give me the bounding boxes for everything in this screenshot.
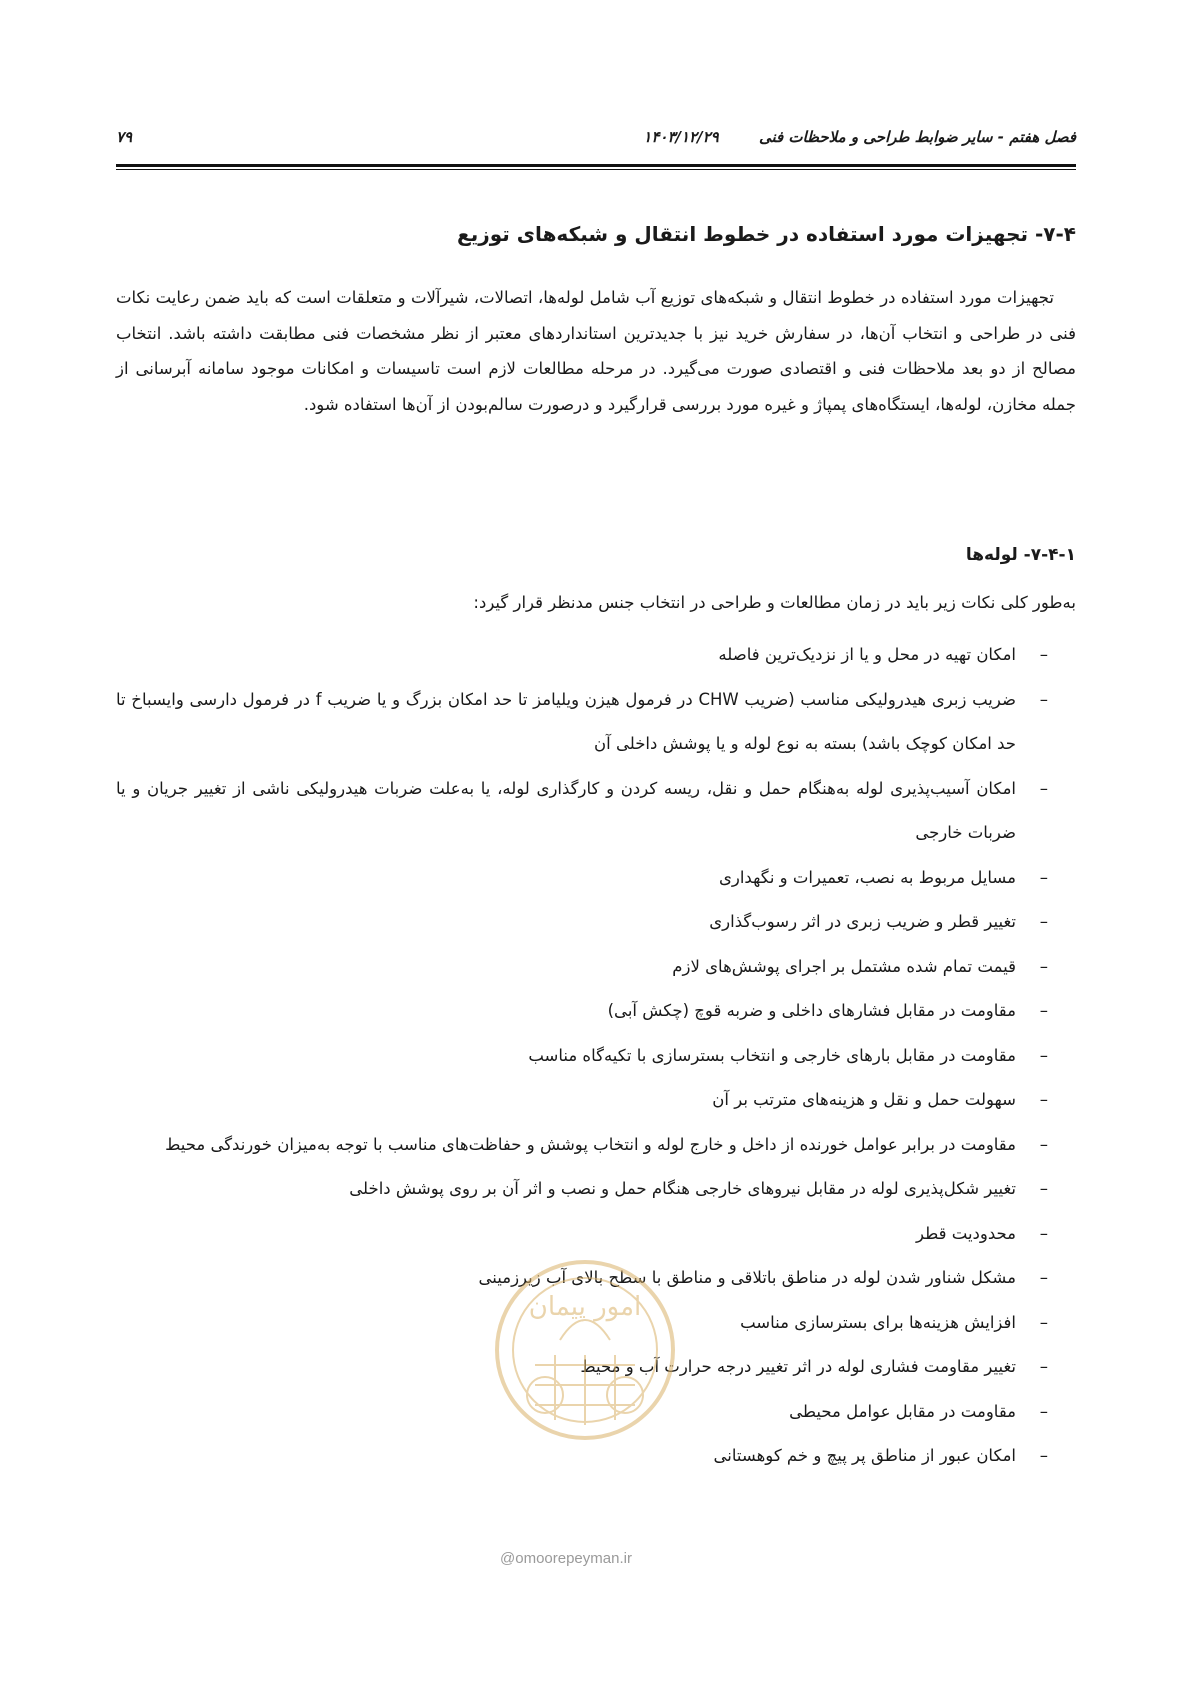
list-item-text: مقاومت در برابر عوامل خورنده از داخل و خارج لوله و انتخاب پوشش و حفاظت‌های مناسب با توجه به‌میزان خورندگی محیط (165, 1134, 1016, 1154)
list-item-text: امکان تهیه در محل و یا از نزدیک‌ترین فاصله (718, 645, 1016, 664)
dash-marker: – (1039, 1401, 1048, 1421)
list-item (116, 1034, 1076, 1079)
watermark-logo (490, 1245, 680, 1460)
list-item-text: مسایل مربوط به نصب، تعمیرات و نگهداری (718, 867, 1016, 887)
list-item (116, 1078, 1076, 1123)
list-item-text: مقاومت در مقابل فشارهای داخلی و ضربه قوچ (چکش آبی) (607, 1001, 1016, 1020)
list-item (116, 678, 1076, 767)
subsection-intro: به‌طور کلی نکات زیر باید در زمان مطالعات و طراحی در انتخاب جنس مدنظر قرار گیرد: (473, 593, 1076, 612)
dash-marker: – (1039, 1090, 1048, 1109)
dash-marker: – (1039, 1001, 1048, 1020)
list-item (116, 1167, 1076, 1212)
header-date: ۱۴۰۳/۱۲/۲۹ (643, 128, 719, 146)
watermark-logo-text: امور پیمان (528, 1292, 642, 1322)
header-rule (116, 164, 1076, 170)
page-number: ۷۹ (116, 128, 133, 146)
dash-marker: – (1039, 689, 1048, 709)
dash-marker: – (1039, 1357, 1048, 1376)
section-paragraph: تجهیزات مورد استفاده در خطوط انتقال و شبکه‌های توزیع آب شامل لوله‌ها، اتصالات، شیرآلات و متعلقات است که باید ضمن رعایت نکات فنی در طراحی و انتخاب آن‌ها، در سفارش خرید نیز با جدیدترین استانداردهای معتبر از نظر مشخصات فنی مطابقت داشته باشد. انتخاب مصالح از دو بعد ملاحظات فنی و اقتصادی صورت می‌گیرد. در مرحله مطالعات لازم است تاسیسات و امکانات موجود سامانه آبرسانی از جمله مخازن، لوله‌ها، ایستگاه‌های پمپاژ و غیره مورد بررسی قرارگیرد و درصورت سالم‌بودن از آن‌ها استفاده شود. (116, 288, 1076, 414)
list-item-text: امکان عبور از مناطق پر پیچ و خم کوهستانی (713, 1446, 1016, 1465)
list-item-text: قیمت تمام شده مشتمل بر اجرای پوشش‌های لازم (672, 956, 1016, 976)
dash-marker: – (1039, 778, 1048, 798)
list-item-text: تغییر قطر و ضریب زبری در اثر رسوب‌گذاری (709, 912, 1016, 931)
list-item-text: مقاومت در مقابل بارهای خارجی و انتخاب بسترسازی با تکیه‌گاه مناسب (528, 1045, 1016, 1065)
dash-marker: – (1039, 1134, 1048, 1154)
list-item-text: مقاومت در مقابل عوامل محیطی (789, 1401, 1016, 1421)
list-item-text: ضریب زبری هیدرولیکی مناسب (ضریب CHW در فرمول هیزن ویلیامز تا حد امکان بزرگ و یا ضریب f در فرمول دارسی وایسباخ تا حد امکان کوچک باشد) بسته به نوع لوله و یا پوشش داخلی آن (116, 689, 1017, 753)
list-item-text: تغییر شکل‌پذیری لوله در مقابل نیروهای خارجی هنگام حمل و نصب و اثر آن بر روی پوشش داخلی (349, 1179, 1016, 1198)
list-item (116, 945, 1076, 990)
dash-marker: – (1039, 1268, 1048, 1287)
list-item-text: سهولت حمل و نقل و هزینه‌های مترتب بر آن (712, 1090, 1016, 1109)
dash-marker: – (1039, 1446, 1048, 1465)
dash-marker: – (1039, 956, 1048, 976)
section-heading: ۷-۴- تجهیزات مورد استفاده در خطوط انتقال و شبکه‌های توزیع (457, 222, 1076, 246)
dash-marker: – (1039, 912, 1048, 931)
list-item (116, 900, 1076, 945)
list-item (116, 633, 1076, 678)
list-item (116, 989, 1076, 1034)
list-item-text: افزایش هزینه‌ها برای بسترسازی مناسب (740, 1312, 1016, 1332)
dash-marker: – (1039, 867, 1048, 887)
subsection-heading: ۷-۴-۱- لوله‌ها (965, 545, 1076, 565)
dash-marker: – (1039, 645, 1048, 664)
chapter-title: فصل هفتم - سایر ضوابط طراحی و ملاحظات فنی (758, 128, 1076, 146)
list-item-text: امکان آسیب‌پذیری لوله به‌هنگام حمل و نقل، ریسه کردن و کارگذاری لوله، یا به‌علت ضربات هیدرولیکی ناشی از تغییر جریان و یا ضربات خارجی (116, 778, 1016, 842)
dash-marker: – (1039, 1223, 1048, 1243)
watermark-site: @omoorepeyman.ir (500, 1550, 632, 1567)
list-item (116, 1123, 1076, 1168)
list-item (116, 767, 1076, 856)
dash-marker: – (1039, 1045, 1048, 1065)
list-item (116, 856, 1076, 901)
list-item-text: محدودیت قطر (915, 1223, 1016, 1243)
list-item-text: مشکل شناور شدن لوله در مناطق باتلاقی و مناطق با سطح بالای آب زیرزمینی (478, 1268, 1016, 1287)
list-item-text: تغییر مقاومت فشاری لوله در اثر تغییر درجه حرارت آب و محیط (580, 1357, 1016, 1376)
dash-marker: – (1039, 1312, 1048, 1332)
dash-marker: – (1039, 1179, 1048, 1198)
